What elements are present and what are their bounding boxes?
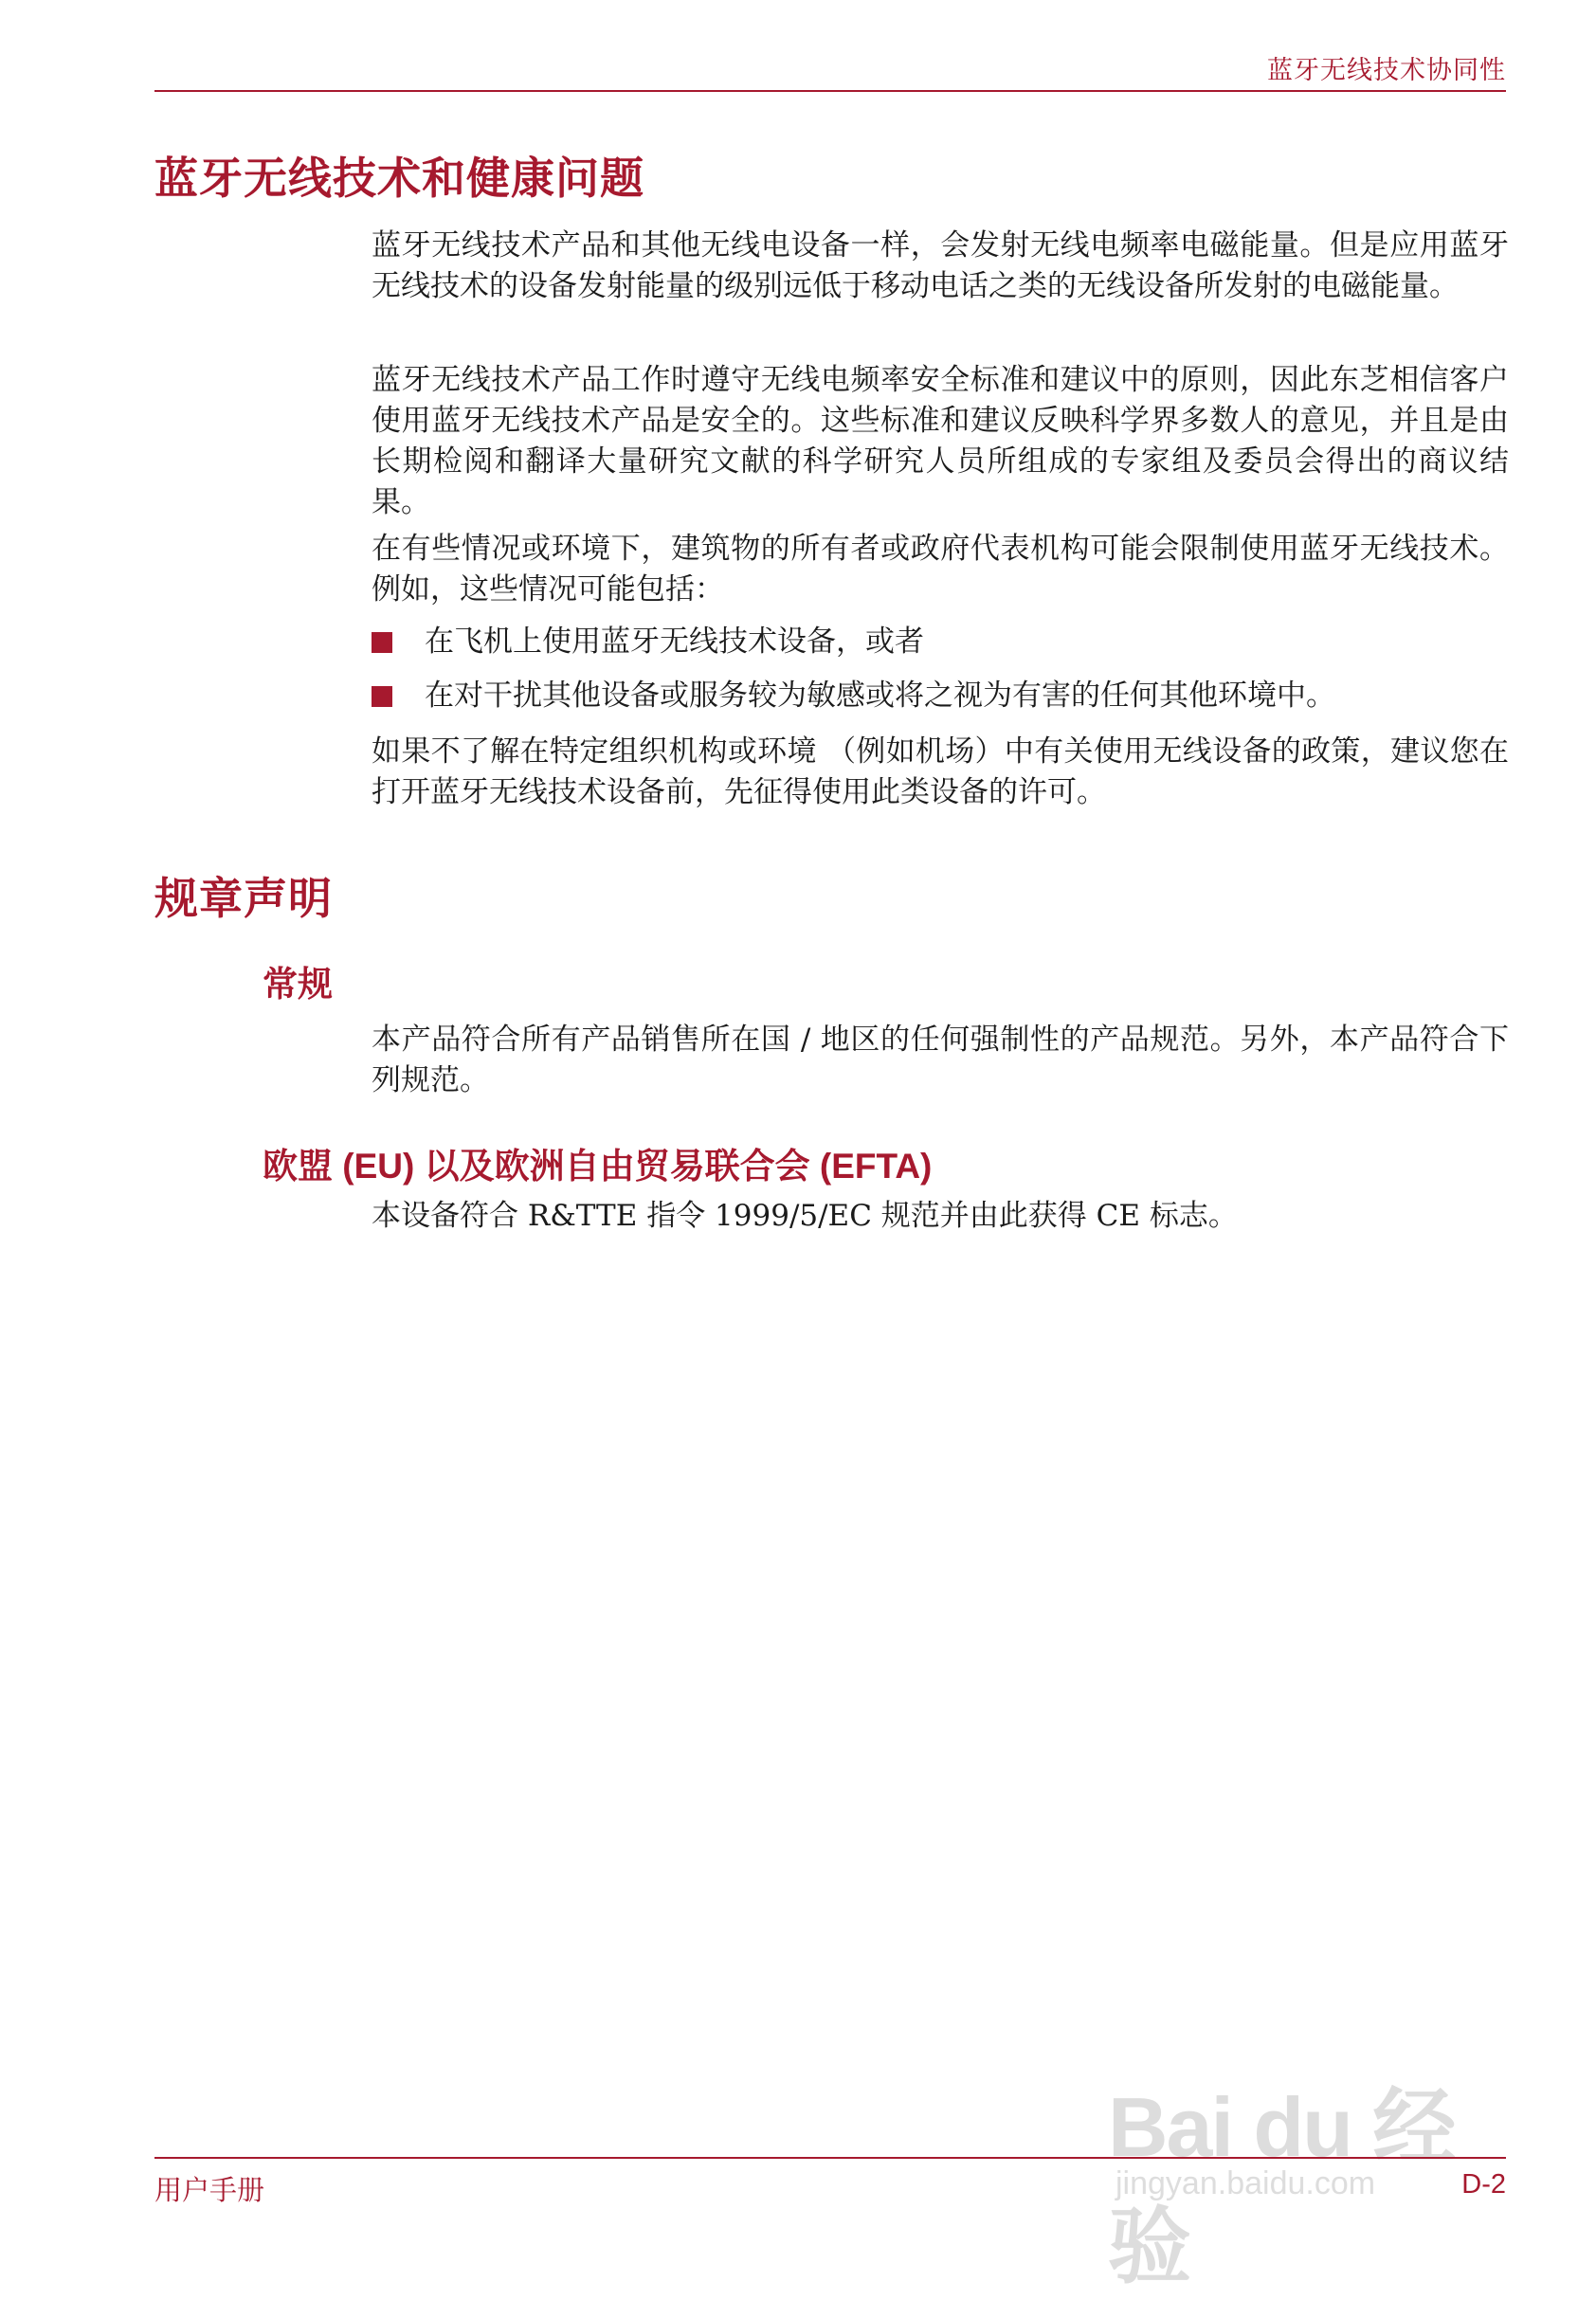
square-bullet-icon bbox=[372, 632, 392, 653]
paragraph-2: 蓝牙无线技术产品工作时遵守无线电频率安全标准和建议中的原则，因此东芝相信客户使用蓝牙无线技术产品是安全的。这些标准和建议反映科学界多数人的意见，并且是由长期检阅和翻译大量研究文献的科学研究人员所组成的专家组及委员会得出的商议结果。 bbox=[372, 363, 1509, 519]
running-header: 蓝牙无线技术协同性 bbox=[1267, 56, 1506, 85]
bullet-text: 在飞机上使用蓝牙无线技术设备，或者 bbox=[425, 625, 924, 659]
section-heading-regulatory: 规章声明 bbox=[154, 874, 333, 923]
paragraph-closing: 如果不了解在特定组织机构或环境 （例如机场）中有关使用无线设备的政策，建议您在打开蓝牙无线技术设备前，先征得使用此类设备的许可。 bbox=[372, 734, 1509, 809]
footer-page-number: D-2 bbox=[1461, 2169, 1506, 2200]
baidu-watermark bbox=[1108, 2033, 1506, 2293]
paragraph-general: 本产品符合所有产品销售所在国 / 地区的任何强制性的产品规范。另外，本产品符合下列规范。 bbox=[372, 1023, 1509, 1097]
subsection-heading-eu-efta: 欧盟 (EU) 以及欧洲自由贸易联合会 (EFTA) bbox=[263, 1147, 933, 1186]
paragraph-eu-efta: 本设备符合 R&TTE 指令 1999/5/EC 规范并由此获得 CE 标志。 bbox=[372, 1199, 1238, 1233]
watermark-url: jingyan.baidu.com bbox=[1115, 2165, 1376, 2201]
header-rule bbox=[154, 90, 1506, 92]
paragraph-1: 蓝牙无线技术产品和其他无线电设备一样，会发射无线电频率电磁能量。但是应用蓝牙无线技术的设备发射能量的级别远低于移动电话之类的无线设备所发射的电磁能量。 bbox=[372, 228, 1509, 303]
subsection-heading-general: 常规 bbox=[263, 965, 333, 1004]
paragraph-3: 在有些情况或环境下，建筑物的所有者或政府代表机构可能会限制使用蓝牙无线技术。例如，这些情况可能包括： bbox=[372, 532, 1509, 607]
bullet-text: 在对干扰其他设备或服务较为敏感或将之视为有害的任何其他环境中。 bbox=[425, 679, 1335, 713]
section-heading-bluetooth-health: 蓝牙无线技术和健康问题 bbox=[154, 154, 644, 203]
footer-manual-title: 用户手册 bbox=[154, 2174, 265, 2206]
footer-rule bbox=[154, 2157, 1506, 2159]
watermark-logo: Bai du 经验 bbox=[1108, 2080, 1455, 2293]
square-bullet-icon bbox=[372, 686, 392, 707]
